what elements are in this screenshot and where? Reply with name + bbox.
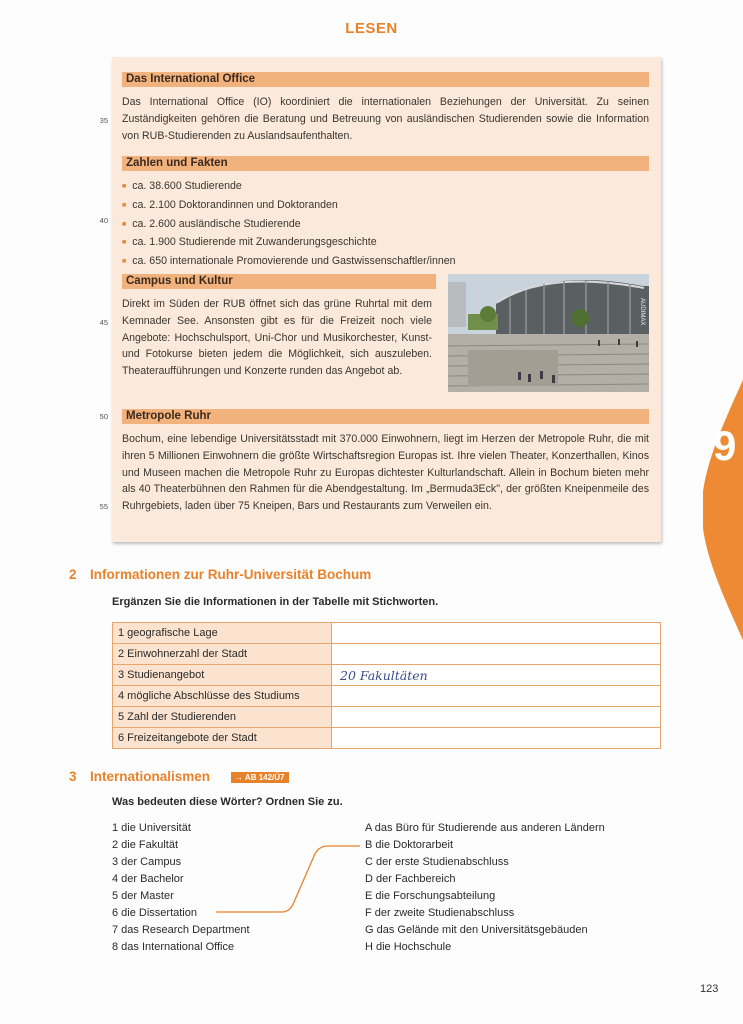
table-label-cell: 1 geografische Lage xyxy=(113,623,332,644)
line-number: 35 xyxy=(99,116,108,125)
table-label-cell: 6 Freizeitangebote der Stadt xyxy=(113,728,332,749)
fact-item: ■ ca. 38.600 Studierende xyxy=(122,178,456,197)
fact-item: ■ ca. 2.600 ausländische Studierende xyxy=(122,216,456,235)
exercise-2-title: Informationen zur Ruhr-Universität Bochum xyxy=(90,567,372,582)
table-answer-cell[interactable] xyxy=(332,623,661,644)
exercise-3-number: 3 xyxy=(69,769,77,784)
table-row xyxy=(113,728,661,749)
photo-sign-text: AUDIMAX xyxy=(639,298,645,326)
matching-term: 4 der Bachelor xyxy=(112,873,184,885)
page-header-title: LESEN xyxy=(345,20,398,37)
table-answer-cell[interactable] xyxy=(332,644,661,665)
international-office-text: Das International Office (IO) koordiniert die internationalen Beziehungen der Universität. Zu seinen Zuständigkeiten gehören die Beratung und Betreuung von ausländischen Studierenden sowie die Information von RUB-Studierenden zu Auslandsaufenthalten. xyxy=(122,96,649,142)
section-heading-international-office: Das International Office xyxy=(122,72,649,87)
matching-term: 6 die Dissertation xyxy=(112,907,197,919)
table-row xyxy=(113,665,661,686)
section-heading-metropole-ruhr: Metropole Ruhr xyxy=(122,409,649,424)
section-heading-campus: Campus und Kultur xyxy=(122,274,436,289)
matching-definition: H die Hochschule xyxy=(365,941,452,953)
line-number: 40 xyxy=(99,216,108,225)
table-label-cell: 3 Studienangebot xyxy=(113,665,332,686)
matching-term: 5 der Master xyxy=(112,890,174,902)
line-number: 45 xyxy=(99,318,108,327)
chapter-tab xyxy=(703,380,743,640)
metropole-ruhr-text: Bochum, eine lebendige Universitätsstadt mit 370.000 Einwohnern, liegt im Herzen der Metropole Ruhr, die mit ihren 5 Millionen Einwohnern die größte Wirtschaftsregion Europas ist. Ihre vielen Theater, Konzerthallen, Kinos und Museen machen die Metropole Ruhr zu Europas dichtester Kulturlandschaft. Allein in Bochum bieten mehr als 40 Theaterbühnen den Rahmen für die Abendgestaltung. Im „Bermuda3Eck", der größten Kneipenmeile des Ruhrgebiets, laden über 75 Kneipen, Bars und Restaurants zum Verweilen ein. xyxy=(122,433,649,513)
matching-definition: G das Gelände mit den Universitätsgebäuden xyxy=(365,924,588,936)
matching-connector-line xyxy=(214,840,364,920)
matching-term: 2 die Fakultät xyxy=(112,839,179,851)
matching-term: 3 der Campus xyxy=(112,856,182,868)
matching-definition: F der zweite Studienabschluss xyxy=(365,907,515,919)
exercise-3-instruction: Was bedeuten diese Wörter? Ordnen Sie zu. xyxy=(112,796,343,808)
exercise-3-title: Internationalismen xyxy=(90,769,211,784)
table-row xyxy=(113,644,661,665)
fact-item: ■ ca. 2.100 Doktorandinnen und Doktoranden xyxy=(122,197,456,216)
page-number: 123 xyxy=(700,983,719,995)
matching-definition: C der erste Studienabschluss xyxy=(365,856,509,868)
campus-audimax-photo xyxy=(448,274,649,392)
facts-list xyxy=(122,178,456,272)
matching-term: 8 das International Office xyxy=(112,941,235,953)
table-answer-cell[interactable] xyxy=(332,686,661,707)
matching-definition: D der Fachbereich xyxy=(365,873,456,885)
table-row xyxy=(113,707,661,728)
matching-term: 7 das Research Department xyxy=(112,924,250,936)
section-heading-facts: Zahlen und Fakten xyxy=(122,156,649,171)
table-row xyxy=(113,623,661,644)
campus-text: Direkt im Süden der RUB öffnet sich das grüne Ruhrtal mit dem Kemnader See. Ansonsten gibt es für die Freizeit noch viele Angebote: Hochschulsport, Uni-Chor und Musikorchester, Kunst- und Fotokurse bieten jedem die Möglichkeit, sich auszuleben. Theateraufführungen und Konzerte runden das Angebot ab. xyxy=(122,298,432,378)
matching-definition: E die Forschungsabteilung xyxy=(365,890,496,902)
table-answer-cell[interactable] xyxy=(332,728,661,749)
workbook-reference-badge: → AB 142/Ü7 xyxy=(231,772,289,783)
fact-item: ■ ca. 650 internationale Promovierende und Gastwissenschaftler/innen xyxy=(122,253,456,272)
matching-term: 1 die Universität xyxy=(112,822,191,834)
line-number: 55 xyxy=(99,502,108,511)
information-table xyxy=(112,622,661,749)
fact-item: ■ ca. 1.900 Studierende mit Zuwanderungsgeschichte xyxy=(122,234,456,253)
table-label-cell: 4 mögliche Abschlüsse des Studiums xyxy=(113,686,332,707)
table-label-cell: 2 Einwohnerzahl der Stadt xyxy=(113,644,332,665)
line-number: 50 xyxy=(99,412,108,421)
matching-definition: B die Doktorarbeit xyxy=(365,839,454,851)
table-row xyxy=(113,686,661,707)
table-label-cell: 5 Zahl der Studierenden xyxy=(113,707,332,728)
exercise-2-instruction: Ergänzen Sie die Informationen in der Tabelle mit Stichworten. xyxy=(112,596,439,608)
chapter-number: 9 xyxy=(713,422,737,469)
matching-definition: A das Büro für Studierende aus anderen Ländern xyxy=(365,822,605,834)
table-answer-cell[interactable] xyxy=(332,707,661,728)
exercise-2-number: 2 xyxy=(69,567,77,582)
table-answer-cell[interactable]: 20 Fakultäten xyxy=(332,665,661,686)
matching-right-column xyxy=(365,820,605,956)
